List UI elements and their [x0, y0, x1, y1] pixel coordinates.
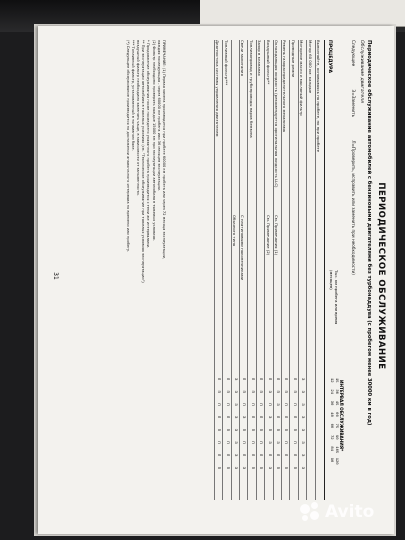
header-mileage	[328, 378, 338, 465]
row-cells: П П П П П П П П	[224, 378, 229, 470]
avito-watermark	[300, 502, 374, 522]
page-number: 31	[52, 272, 59, 280]
row-note: См. Примечания (1)	[274, 215, 280, 256]
row-cells: П З П З П З П З	[266, 378, 271, 470]
row-label: Зазор в клапанах	[257, 40, 263, 76]
manual-page	[38, 26, 394, 534]
row-label: Ремень газораспределительного механизма	[282, 40, 288, 133]
table-row	[264, 40, 272, 500]
row-cells: П П П П П П П П	[216, 378, 221, 470]
table-row	[239, 40, 247, 500]
table-header	[324, 40, 346, 500]
row-note: С платиновыми наконечниками	[240, 215, 246, 281]
row-label: Топливопровод и трубопроводы паров бензина	[248, 40, 254, 138]
row-label: Диагностика системы управления двигателем	[215, 40, 221, 137]
rotated-page-content	[44, 26, 394, 526]
footnote: каждая последующая - через 60000 км пробега или 36 месяцев эксплуатации.	[156, 40, 161, 192]
table-row	[289, 40, 297, 500]
legend-item: З=Заменить	[351, 89, 356, 118]
row-cells: П П П П П П П П	[258, 378, 263, 470]
row-cells: З З З З З З З З	[300, 378, 305, 470]
row-cells: П П З П П З П П	[275, 378, 280, 470]
table-row	[222, 40, 230, 500]
section-subtitle: Обслуживание двигателя	[359, 40, 364, 103]
footnote: воздушный фильтр необходимо заменять чаще, в зависимости от запыленности.	[135, 40, 140, 196]
maintenance-table	[214, 40, 323, 500]
row-label: Выполняйте, основываясь на пробеге, но при пробеге	[316, 40, 321, 153]
table-row	[214, 40, 222, 500]
page-title: ПЕРИОДИЧЕСКОЕ ОБСЛУЖИВАНИЕ	[376, 182, 386, 370]
footnote: ПРИМЕЧАНИЕ: (1) Первая замена производится при пробеге 60000 км пробега или через 72 месяца эксплуатации,	[162, 40, 166, 260]
header-interval: ИНТЕРВАЛ ОБСЛУЖИВАНИЯ*	[339, 380, 344, 452]
previous-page-edge	[200, 0, 405, 27]
page-subtitle: Периодическое обслуживание автомобилей с бензиновыми двигателями без турбонаддува (с пробегом менее 30000 км в год)	[366, 40, 372, 426]
footnote: ** При эксплуатации автомобиля в тяжелых условиях (см. "Техническое обслуживание при тяжелых условиях эксплуатации")	[141, 40, 146, 283]
row-cells: П П П П П П П П	[249, 378, 254, 470]
row-label: Топливный фильтр***	[223, 40, 229, 86]
table-row	[273, 40, 281, 500]
footnote: (2) Фильтр необходимо проверять каждые 15000 км при эксплуатации автомобиля в тяжелых условиях.	[151, 40, 156, 241]
table-row	[256, 40, 264, 500]
header-procedure: ПРОЦЕДУРА	[327, 40, 332, 74]
footnotes	[124, 40, 166, 510]
row-label: Свечи зажигания	[240, 40, 246, 76]
footnote: * Продолжение обслуживания после последнего указанного пробега производится с теми же интервалами.	[146, 40, 151, 249]
row-note: Обычного типа	[232, 215, 238, 247]
row-cells: З З З З З З З З	[233, 378, 238, 470]
footnote: (*) Следующее обслуживание производится по достижении аналогичного интервала по времени или пробегу.	[125, 40, 130, 253]
row-cells: П П П З П П П З	[241, 378, 246, 470]
watermark-text: Avito	[325, 502, 375, 522]
table-row	[298, 40, 306, 500]
table-row	[315, 40, 323, 500]
row-label: Моторное масло и масляный фильтр	[299, 40, 305, 116]
table-row	[247, 40, 255, 500]
row-cells: П П П П П П П П	[291, 378, 296, 470]
legend-item: Л=Проверить, исправить или заменить при необходимости)	[351, 140, 356, 275]
footnote: *** Топливный фильтр, установленный в топливном баке.	[130, 40, 135, 151]
legend-item: Следующее	[351, 40, 356, 67]
months-row: 12 24 36 48 60 72 84 96	[329, 378, 333, 463]
row-cells: П П П П П П П П	[283, 378, 288, 470]
mileage-row: 15 30 45 60 75 90 105 120	[334, 378, 338, 465]
table-row	[306, 40, 314, 500]
table-row	[231, 40, 239, 500]
avito-logo-icon	[300, 502, 320, 522]
legend	[351, 40, 356, 297]
row-label: Приводные ремни	[290, 40, 296, 78]
table-row	[281, 40, 289, 500]
row-label: Мотор 60 000 км: каждые	[307, 40, 313, 94]
header-months-note: Тыс. км пробега или время (месяцев)	[329, 270, 339, 325]
row-label: Воздушный фильтр**	[265, 40, 271, 85]
row-note: См. Примечание (2)	[265, 215, 271, 256]
row-label: Охлаждающая жидкость (рекомендуется оригинальная жидкость LLC)	[274, 40, 280, 188]
